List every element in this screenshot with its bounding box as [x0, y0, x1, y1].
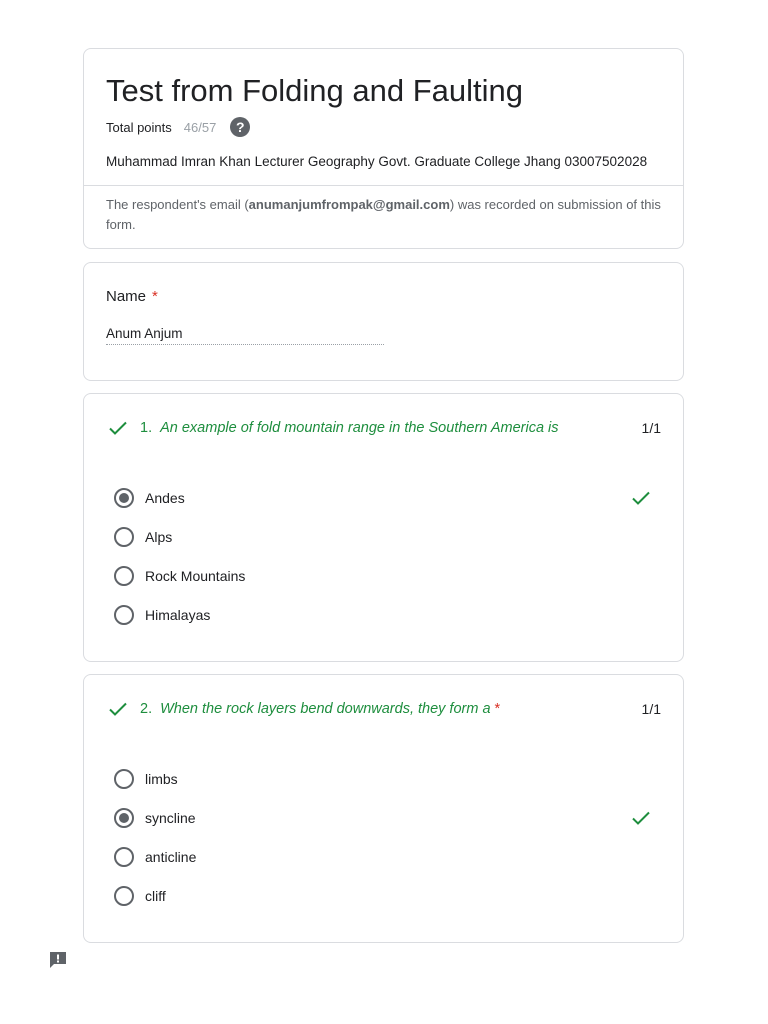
email-recorded-note: [106, 195, 661, 235]
name-label-text: Name: [106, 288, 147, 305]
form-description: Muhammad Imran Khan Lecturer Geography Govt. Graduate College Jhang 03007502028: [106, 154, 648, 169]
form-title: Test from Folding and Faulting: [106, 73, 523, 108]
option-label: Andes: [145, 489, 185, 506]
option-anticline[interactable]: [114, 837, 661, 876]
header-divider: [84, 185, 683, 186]
radio-button[interactable]: [114, 566, 134, 586]
option-label: limbs: [145, 770, 178, 787]
total-points-label: Total points: [106, 119, 172, 135]
question-number: 2.: [140, 701, 153, 717]
options-list: [114, 478, 661, 634]
check-icon: [106, 416, 130, 440]
option-label: Alps: [145, 528, 173, 545]
option-alps[interactable]: [114, 517, 661, 556]
question-text-body: When the rock layers bend downwards, they form a: [160, 701, 491, 717]
radio-button[interactable]: [114, 769, 134, 789]
name-question-label: [106, 288, 158, 305]
required-marker: *: [494, 701, 501, 717]
email-note-prefix: The respondent's email (: [106, 197, 249, 212]
radio-button[interactable]: [114, 488, 134, 508]
option-himalayas[interactable]: [114, 595, 661, 634]
radio-button[interactable]: [114, 605, 134, 625]
radio-button[interactable]: [114, 808, 134, 828]
total-points-value: 46/57: [183, 119, 217, 135]
option-label: Rock Mountains: [145, 567, 246, 584]
option-label: syncline: [145, 809, 196, 826]
question-card-2: [83, 674, 684, 943]
question-score: 1/1: [641, 701, 661, 717]
option-label: cliff: [145, 887, 166, 904]
radio-button[interactable]: [114, 886, 134, 906]
check-icon: [629, 806, 653, 830]
respondent-email: anumanjumfrompak@gmail.com: [248, 197, 450, 212]
option-limbs[interactable]: [114, 759, 661, 798]
question-text: [160, 701, 500, 717]
option-rock-mountains[interactable]: [114, 556, 661, 595]
required-marker: *: [152, 288, 158, 305]
email-note-suffix: ) was recorded on submission of this form.: [106, 197, 661, 232]
question-card-1: [83, 393, 684, 662]
option-syncline[interactable]: [114, 798, 661, 837]
question-header: [106, 697, 661, 721]
question-score: 1/1: [641, 420, 661, 436]
question-number: 1.: [140, 420, 153, 436]
name-question-card: [83, 262, 684, 381]
name-answer: Anum Anjum: [106, 326, 384, 345]
option-andes[interactable]: [114, 478, 661, 517]
feedback-icon[interactable]: [48, 950, 68, 970]
help-icon[interactable]: ?: [230, 117, 250, 137]
option-cliff[interactable]: [114, 876, 661, 915]
option-label: Himalayas: [145, 606, 211, 623]
option-label: anticline: [145, 848, 197, 865]
question-text: An example of fold mountain range in the Southern America is: [160, 420, 559, 436]
check-icon: [106, 697, 130, 721]
radio-button[interactable]: [114, 847, 134, 867]
total-points-row: [106, 115, 250, 139]
radio-button[interactable]: [114, 527, 134, 547]
question-header: [106, 416, 661, 440]
options-list: [114, 759, 661, 915]
form-header-card: [83, 48, 684, 249]
check-icon: [629, 486, 653, 510]
